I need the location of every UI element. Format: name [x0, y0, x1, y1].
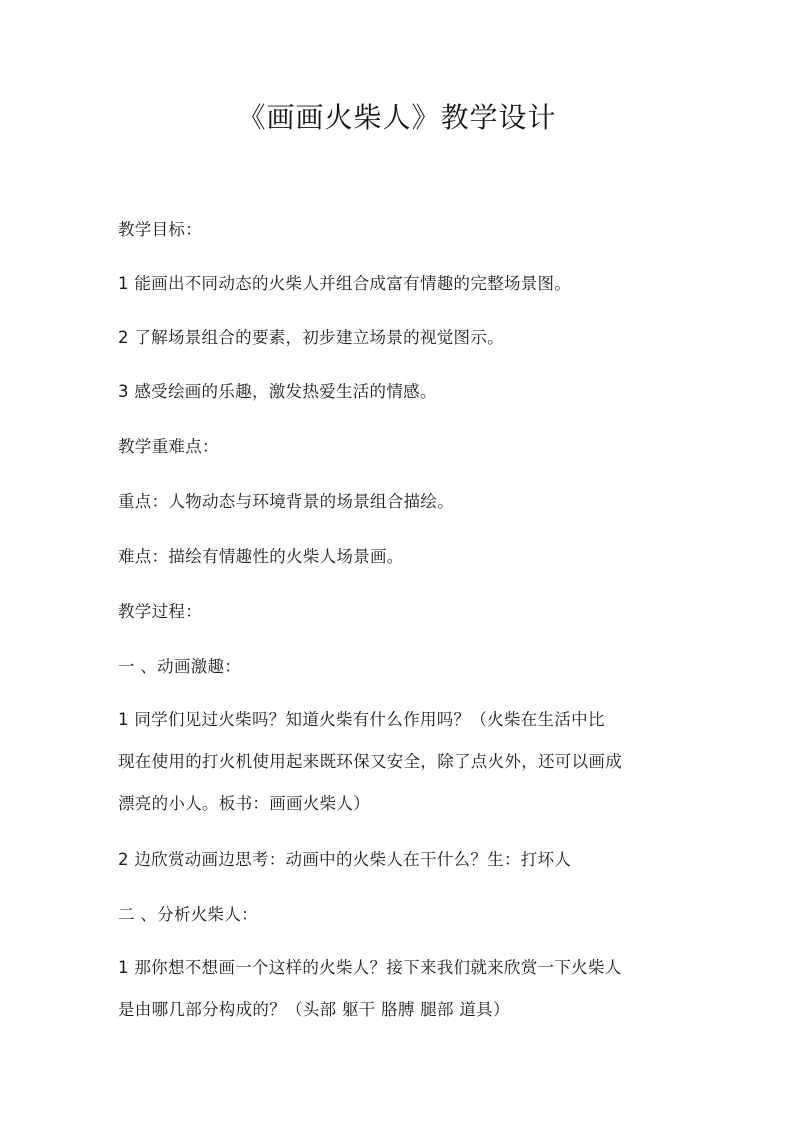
process-paragraph-3-line-1: 1 那你想不想画一个这样的火柴人？接下来我们就来欣赏一下火柴人 [118, 958, 622, 977]
heading-key-points: 教学重难点： [118, 437, 219, 456]
process-paragraph-3-line-2: 是由哪几部分构成的？（头部 躯干 胳膊 腿部 道具） [118, 1000, 510, 1019]
difficult-point: 难点：描绘有情趣性的火柴人场景画。 [118, 547, 404, 566]
key-point: 重点：人物动态与环境背景的场景组合描绘。 [118, 492, 454, 511]
process-paragraph-2: 2 边欣赏动画边思考：动画中的火柴人在干什么？生：打坏人 [118, 850, 572, 869]
heading-teaching-goals: 教学目标： [118, 220, 202, 239]
document-title: 《画画火柴人》教学设计 [237, 101, 557, 134]
heading-teaching-process: 教学过程： [118, 602, 202, 621]
section-heading-1: 一 、动画激趣： [118, 657, 242, 676]
process-paragraph-1-line-1: 1 同学们见过火柴吗？知道火柴有什么作用吗？（火柴在生活中比 [118, 710, 605, 729]
process-paragraph-1-line-3: 漂亮的小人。板书：画画火柴人） [118, 794, 370, 813]
process-paragraph-3 [118, 947, 688, 1031]
section-heading-2: 二 、分析火柴人： [118, 905, 258, 924]
goal-item-2: 2 了解场景组合的要素，初步建立场景的视觉图示。 [118, 328, 504, 347]
process-paragraph-1 [118, 699, 688, 825]
goal-item-3: 3 感受绘画的乐趣，激发热爱生活的情感。 [118, 382, 437, 401]
goal-item-1: 1 能画出不同动态的火柴人并组合成富有情趣的完整场景图。 [118, 274, 572, 293]
process-paragraph-1-line-2: 现在使用的打火机使用起来既环保又安全，除了点火外，还可以画成 [118, 752, 622, 771]
